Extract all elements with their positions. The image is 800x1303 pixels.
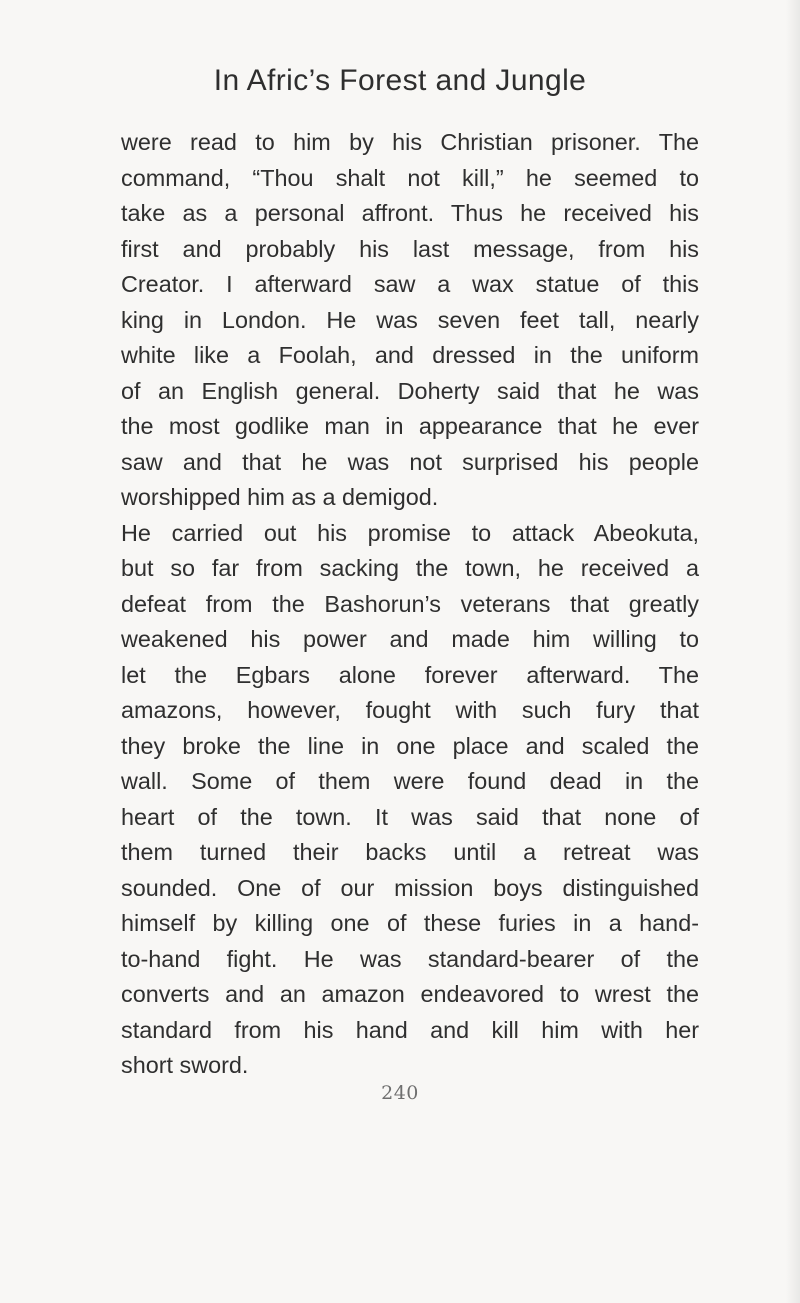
text-line: defeat from the Bashorun’s veterans that greatly <box>121 590 699 617</box>
running-head: In Afric’s Forest and Jungle <box>213 64 587 97</box>
text-line: saw and that he was not surprised his people <box>121 448 699 475</box>
text-line: them turned their backs until a retreat was <box>121 839 699 865</box>
text-line: amazons, however, fought with such fury that <box>121 697 699 723</box>
text-line: himself by killing one of these furies in a hand- <box>121 910 699 936</box>
text-line: take as a personal affront. Thus he received his <box>121 200 699 226</box>
text-line: converts and an amazon endeavored to wrest the <box>121 981 699 1007</box>
text-line: white like a Foolah, and dressed in the uniform <box>121 342 699 368</box>
page-number: 240 <box>381 1082 419 1104</box>
text-line: standard from his hand and kill him with her <box>121 1016 699 1043</box>
text-line: He carried out his promise to attack Abeokuta, <box>121 519 699 546</box>
text-line: let the Egbars alone forever afterward. The <box>121 661 699 688</box>
text-line: king in London. He was seven feet tall, nearly <box>121 306 699 333</box>
text-line: Creator. I afterward saw a wax statue of this <box>121 271 699 297</box>
text-line: worshipped him as a demigod. <box>121 484 439 510</box>
text-line: were read to him by his Christian prisoner. The <box>121 129 699 155</box>
text-line: heart of the town. It was said that none of <box>121 803 699 830</box>
text-line: the most godlike man in appearance that he ever <box>121 413 699 439</box>
text-line: short sword. <box>121 1052 249 1078</box>
text-line: to-hand fight. He was standard-bearer of the <box>121 945 699 972</box>
text-line: but so far from sacking the town, he received a <box>121 555 699 581</box>
text-line: weakened his power and made him willing to <box>121 626 699 652</box>
body-text <box>121 125 699 1084</box>
text-line: first and probably his last message, from his <box>121 235 699 262</box>
text-line: wall. Some of them were found dead in the <box>121 768 699 794</box>
page-edge-shadow <box>786 0 800 1303</box>
text-line: sounded. One of our mission boys distinguished <box>121 874 699 901</box>
text-line: of an English general. Doherty said that he was <box>121 377 699 404</box>
text-line: they broke the line in one place and scaled the <box>121 732 699 759</box>
text-line: command, “Thou shalt not kill,” he seemed to <box>121 164 699 191</box>
